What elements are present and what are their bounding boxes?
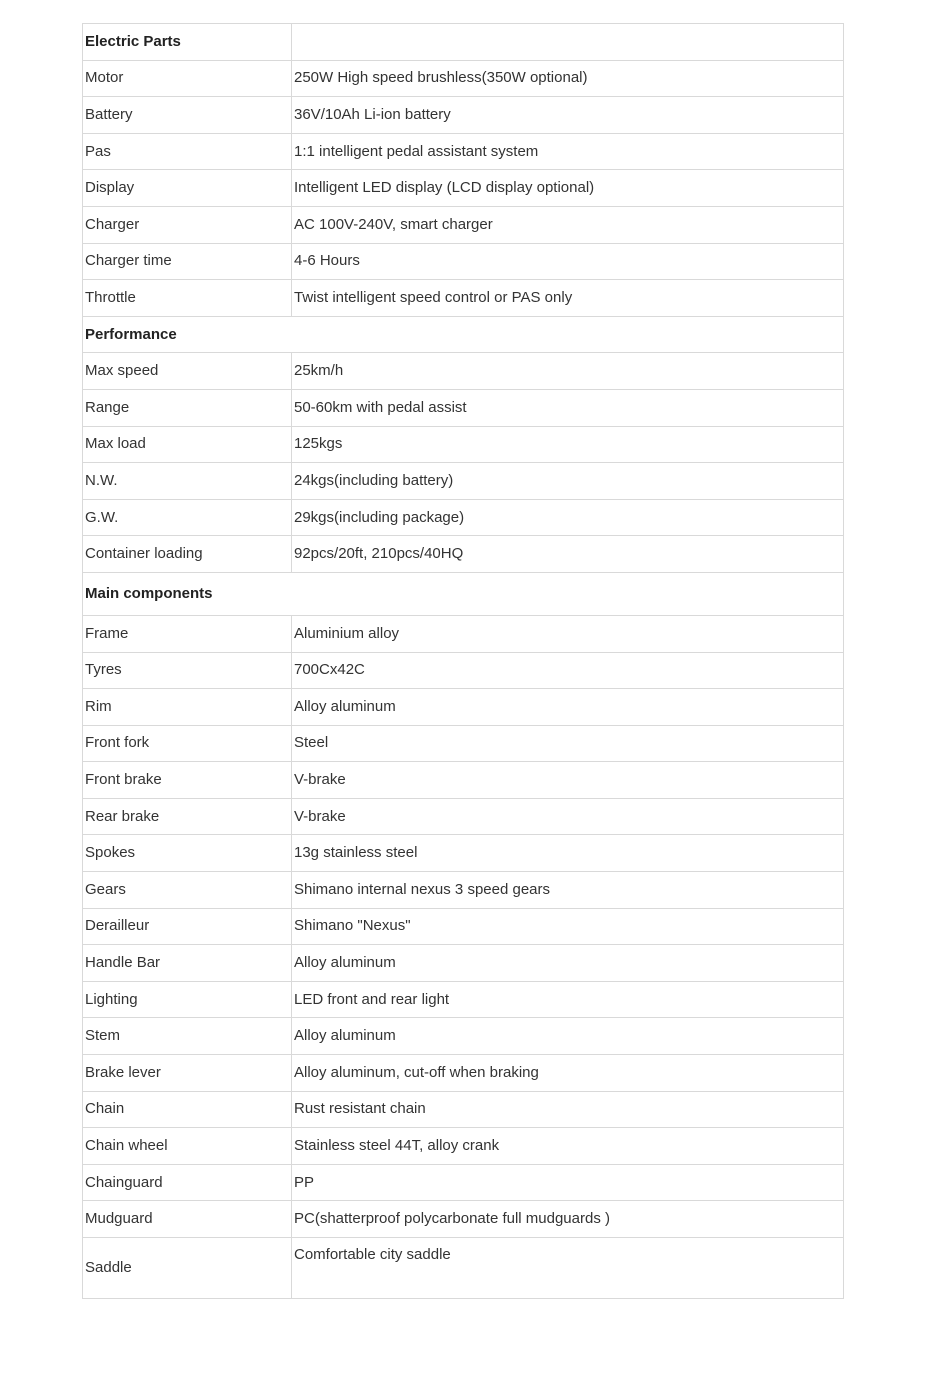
spec-value: 29kgs(including package) [292,499,844,536]
spec-label: Rim [83,689,292,726]
spec-label: Handle Bar [83,945,292,982]
spec-label: Frame [83,615,292,652]
section-title: Electric Parts [83,24,292,61]
table-row [83,280,844,317]
table-row [83,499,844,536]
table-row [83,798,844,835]
spec-value: Stainless steel 44T, alloy crank [292,1128,844,1165]
spec-value: 36V/10Ah Li-ion battery [292,97,844,134]
spec-label: Max load [83,426,292,463]
spec-label: Chain [83,1091,292,1128]
spec-value: LED front and rear light [292,981,844,1018]
spec-label: Charger [83,206,292,243]
section-title: Main components [83,572,292,615]
spec-value: 250W High speed brushless(350W optional) [292,60,844,97]
spec-label: Saddle [83,1238,292,1299]
section-header-main-components [83,572,844,615]
table-row [83,1055,844,1092]
spec-value: Intelligent LED display (LCD display optional) [292,170,844,207]
table-row [83,1018,844,1055]
table-row [83,1164,844,1201]
table-row [83,463,844,500]
spec-label: Display [83,170,292,207]
spec-label: Gears [83,872,292,909]
spec-label: Front fork [83,725,292,762]
spec-label: Motor [83,60,292,97]
table-row [83,981,844,1018]
table-row [83,60,844,97]
spec-value: Shimano "Nexus" [292,908,844,945]
spec-value: Alloy aluminum [292,689,844,726]
spec-value: Alloy aluminum [292,1018,844,1055]
spec-value: 700Cx42C [292,652,844,689]
spec-value: Shimano internal nexus 3 speed gears [292,872,844,909]
spec-label: Lighting [83,981,292,1018]
table-row [83,353,844,390]
spec-value: Aluminium alloy [292,615,844,652]
spec-label: Throttle [83,280,292,317]
spec-value: Twist intelligent speed control or PAS only [292,280,844,317]
spec-label: Brake lever [83,1055,292,1092]
spec-value: 13g stainless steel [292,835,844,872]
spec-value: 1:1 intelligent pedal assistant system [292,133,844,170]
table-row [83,1128,844,1165]
table-row [83,426,844,463]
spec-value: V-brake [292,762,844,799]
spec-value: 4-6 Hours [292,243,844,280]
spec-label: Chainguard [83,1164,292,1201]
spec-label: Front brake [83,762,292,799]
spec-value: 125kgs [292,426,844,463]
section-empty-cell [292,572,844,615]
spec-value: V-brake [292,798,844,835]
section-empty-cell [292,24,844,61]
spec-label: Container loading [83,536,292,573]
table-row [83,872,844,909]
spec-label: Derailleur [83,908,292,945]
spec-value: Alloy aluminum, cut-off when braking [292,1055,844,1092]
table-row [83,1238,844,1299]
spec-value: PP [292,1164,844,1201]
section-empty-cell [292,316,844,353]
table-row [83,908,844,945]
spec-label: N.W. [83,463,292,500]
table-row [83,945,844,982]
spec-label: Chain wheel [83,1128,292,1165]
spec-label: Stem [83,1018,292,1055]
spec-value: 25km/h [292,353,844,390]
spec-value: Comfortable city saddle [292,1238,844,1299]
table-row [83,1201,844,1238]
spec-table [82,23,844,1299]
table-row [83,206,844,243]
spec-label: Max speed [83,353,292,390]
section-title: Performance [83,316,292,353]
table-row [83,170,844,207]
spec-value: Steel [292,725,844,762]
spec-value: PC(shatterproof polycarbonate full mudguards ) [292,1201,844,1238]
table-row [83,652,844,689]
spec-value: 50-60km with pedal assist [292,389,844,426]
spec-label: Mudguard [83,1201,292,1238]
spec-value: 92pcs/20ft, 210pcs/40HQ [292,536,844,573]
spec-label: Range [83,389,292,426]
spec-label: Rear brake [83,798,292,835]
table-row [83,133,844,170]
section-header-electric-parts [83,24,844,61]
spec-label: G.W. [83,499,292,536]
spec-value: AC 100V-240V, smart charger [292,206,844,243]
table-row [83,243,844,280]
table-row [83,1091,844,1128]
table-row [83,762,844,799]
spec-value: Alloy aluminum [292,945,844,982]
spec-value: 24kgs(including battery) [292,463,844,500]
spec-label: Spokes [83,835,292,872]
spec-label: Battery [83,97,292,134]
spec-label: Tyres [83,652,292,689]
spec-label: Pas [83,133,292,170]
table-row [83,97,844,134]
table-row [83,689,844,726]
section-header-performance [83,316,844,353]
table-row [83,835,844,872]
table-row [83,389,844,426]
table-row [83,536,844,573]
table-row [83,725,844,762]
spec-value: Rust resistant chain [292,1091,844,1128]
table-row [83,615,844,652]
spec-label: Charger time [83,243,292,280]
